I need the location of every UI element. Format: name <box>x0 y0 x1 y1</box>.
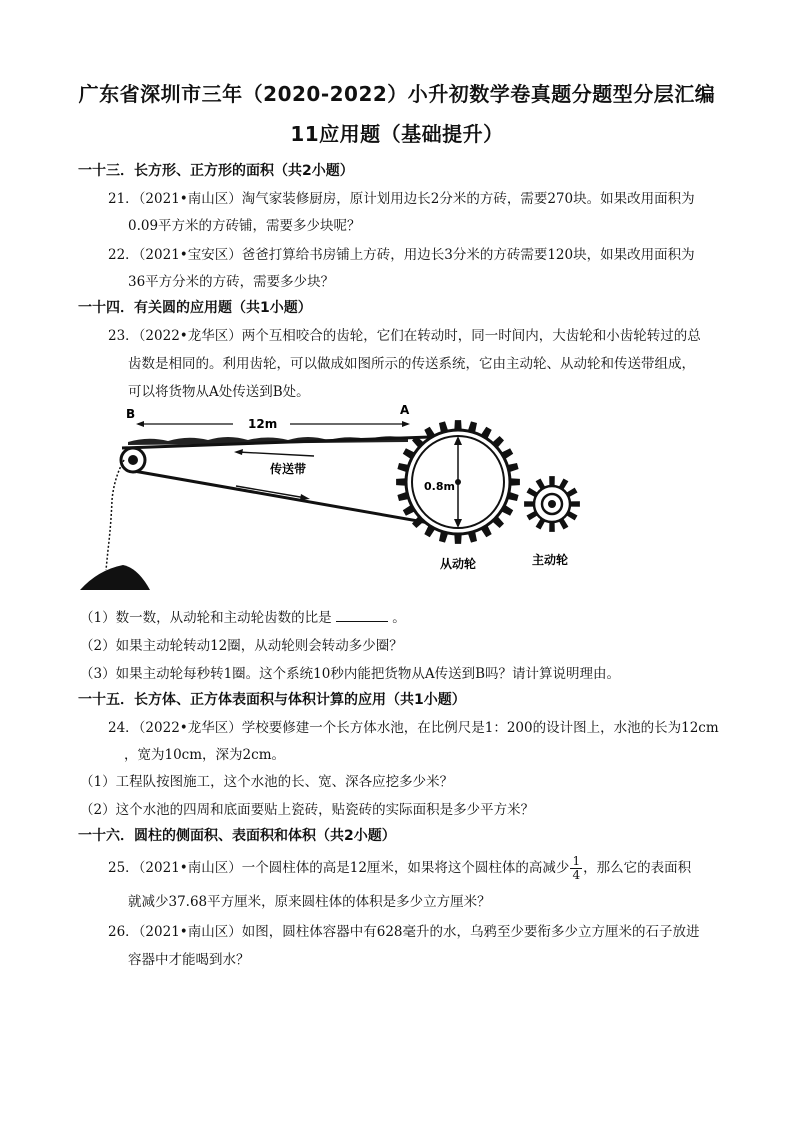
question-23-line3: 可以将货物从A处传送到B处。 <box>128 384 310 400</box>
question-23-sub2: （2）如果主动轮转动12圈，从动轮则会转动多少圈？ <box>80 638 403 654</box>
question-24-sub1: （1）工程队按图施工，这个水池的长、宽、深各应挖多少米？ <box>80 774 454 790</box>
document-title-line2: 11应用题（基础提升） <box>290 122 504 146</box>
section-heading-13: 一十三．长方形、正方形的面积（共2小题） <box>78 163 354 179</box>
question-24-line2: ，宽为10cm，深为2cm。 <box>124 747 285 763</box>
question-23-sub1-end: 。 <box>392 610 406 626</box>
question-22-line1: 22．（2021•宝安区）爸爸打算给书房铺上方砖，用边长3分米的方砖需要120块，如果改用面积为 <box>108 247 695 263</box>
question-26-line1: 26．（2021•南山区）如图，圆柱体容器中有628毫升的水，乌鸦至少要衔多少立方厘米的石子放进 <box>108 924 700 940</box>
label-b: B <box>126 407 136 421</box>
diameter-label: 0.8m <box>424 480 455 493</box>
driving-wheel-label: 主动轮 <box>532 553 569 567</box>
section-heading-14: 一十四．有关圆的应用题（共1小题） <box>78 300 312 316</box>
belt-label: 传送带 <box>270 462 307 476</box>
section-heading-15: 一十五．长方体、正方体表面积与体积计算的应用（共1小题） <box>78 692 466 708</box>
question-21-line1: 21．（2021•南山区）淘气家装修厨房，原计划用边长2分米的方砖，需要270块。如果改用面积为 <box>108 191 695 207</box>
question-23-sub3: （3）如果主动轮每秒转1圈。这个系统10秒内能把货物从A传送到B吗？请计算说明理由。 <box>80 666 621 682</box>
question-26-line2: 容器中才能喝到水？ <box>128 952 250 968</box>
question-25-text-a: 25．（2021•南山区）一个圆柱体的高是12厘米，如果将这个圆柱体的高减少 <box>108 860 570 876</box>
conveyor-gear-figure <box>78 400 598 600</box>
question-25-text-b: ，那么它的表面积 <box>583 860 692 876</box>
section-heading-16: 一十六．圆柱的侧面积、表面积和体积（共2小题） <box>78 828 396 844</box>
question-23-sub1-text: （1）数一数，从动轮和主动轮齿数的比是 <box>80 610 332 626</box>
question-25-line2: 就减少37.68平方厘米，原来圆柱体的体积是多少立方厘米？ <box>128 894 491 910</box>
driven-wheel-label: 从动轮 <box>440 557 477 571</box>
answer-blank[interactable] <box>336 609 388 622</box>
length-label: 12m <box>248 417 278 431</box>
fraction-one-quarter: $\frac{1}{4}$ <box>572 854 581 882</box>
cargo-pile <box>80 565 150 590</box>
question-21-line2: 0.09平方米的方砖铺，需要多少块呢？ <box>128 218 361 234</box>
document-title-line1: 广东省深圳市三年（2020-2022）小升初数学卷真题分题型分层汇编 <box>78 82 716 106</box>
question-23-sub1 <box>80 606 406 626</box>
question-24-sub2: （2）这个水池的四周和底面要贴上瓷砖，贴瓷砖的实际面积是多少平方米？ <box>80 802 535 818</box>
question-24-line1: 24．（2022•龙华区）学校要修建一个长方体水池，在比例尺是1：200的设计图上，水池的长为12cm <box>108 720 719 736</box>
question-23-line2: 齿数是相同的。利用齿轮，可以做成如图所示的传送系统，它由主动轮、从动轮和传送带组成， <box>128 356 695 372</box>
question-23-line1: 23．（2022•龙华区）两个互相咬合的齿轮，它们在转动时，同一时间内，大齿轮和小齿轮转过的总 <box>108 328 701 344</box>
question-22-line2: 36平方分米的方砖，需要多少块？ <box>128 274 335 290</box>
label-a: A <box>400 403 410 417</box>
question-25-line1 <box>108 855 691 882</box>
